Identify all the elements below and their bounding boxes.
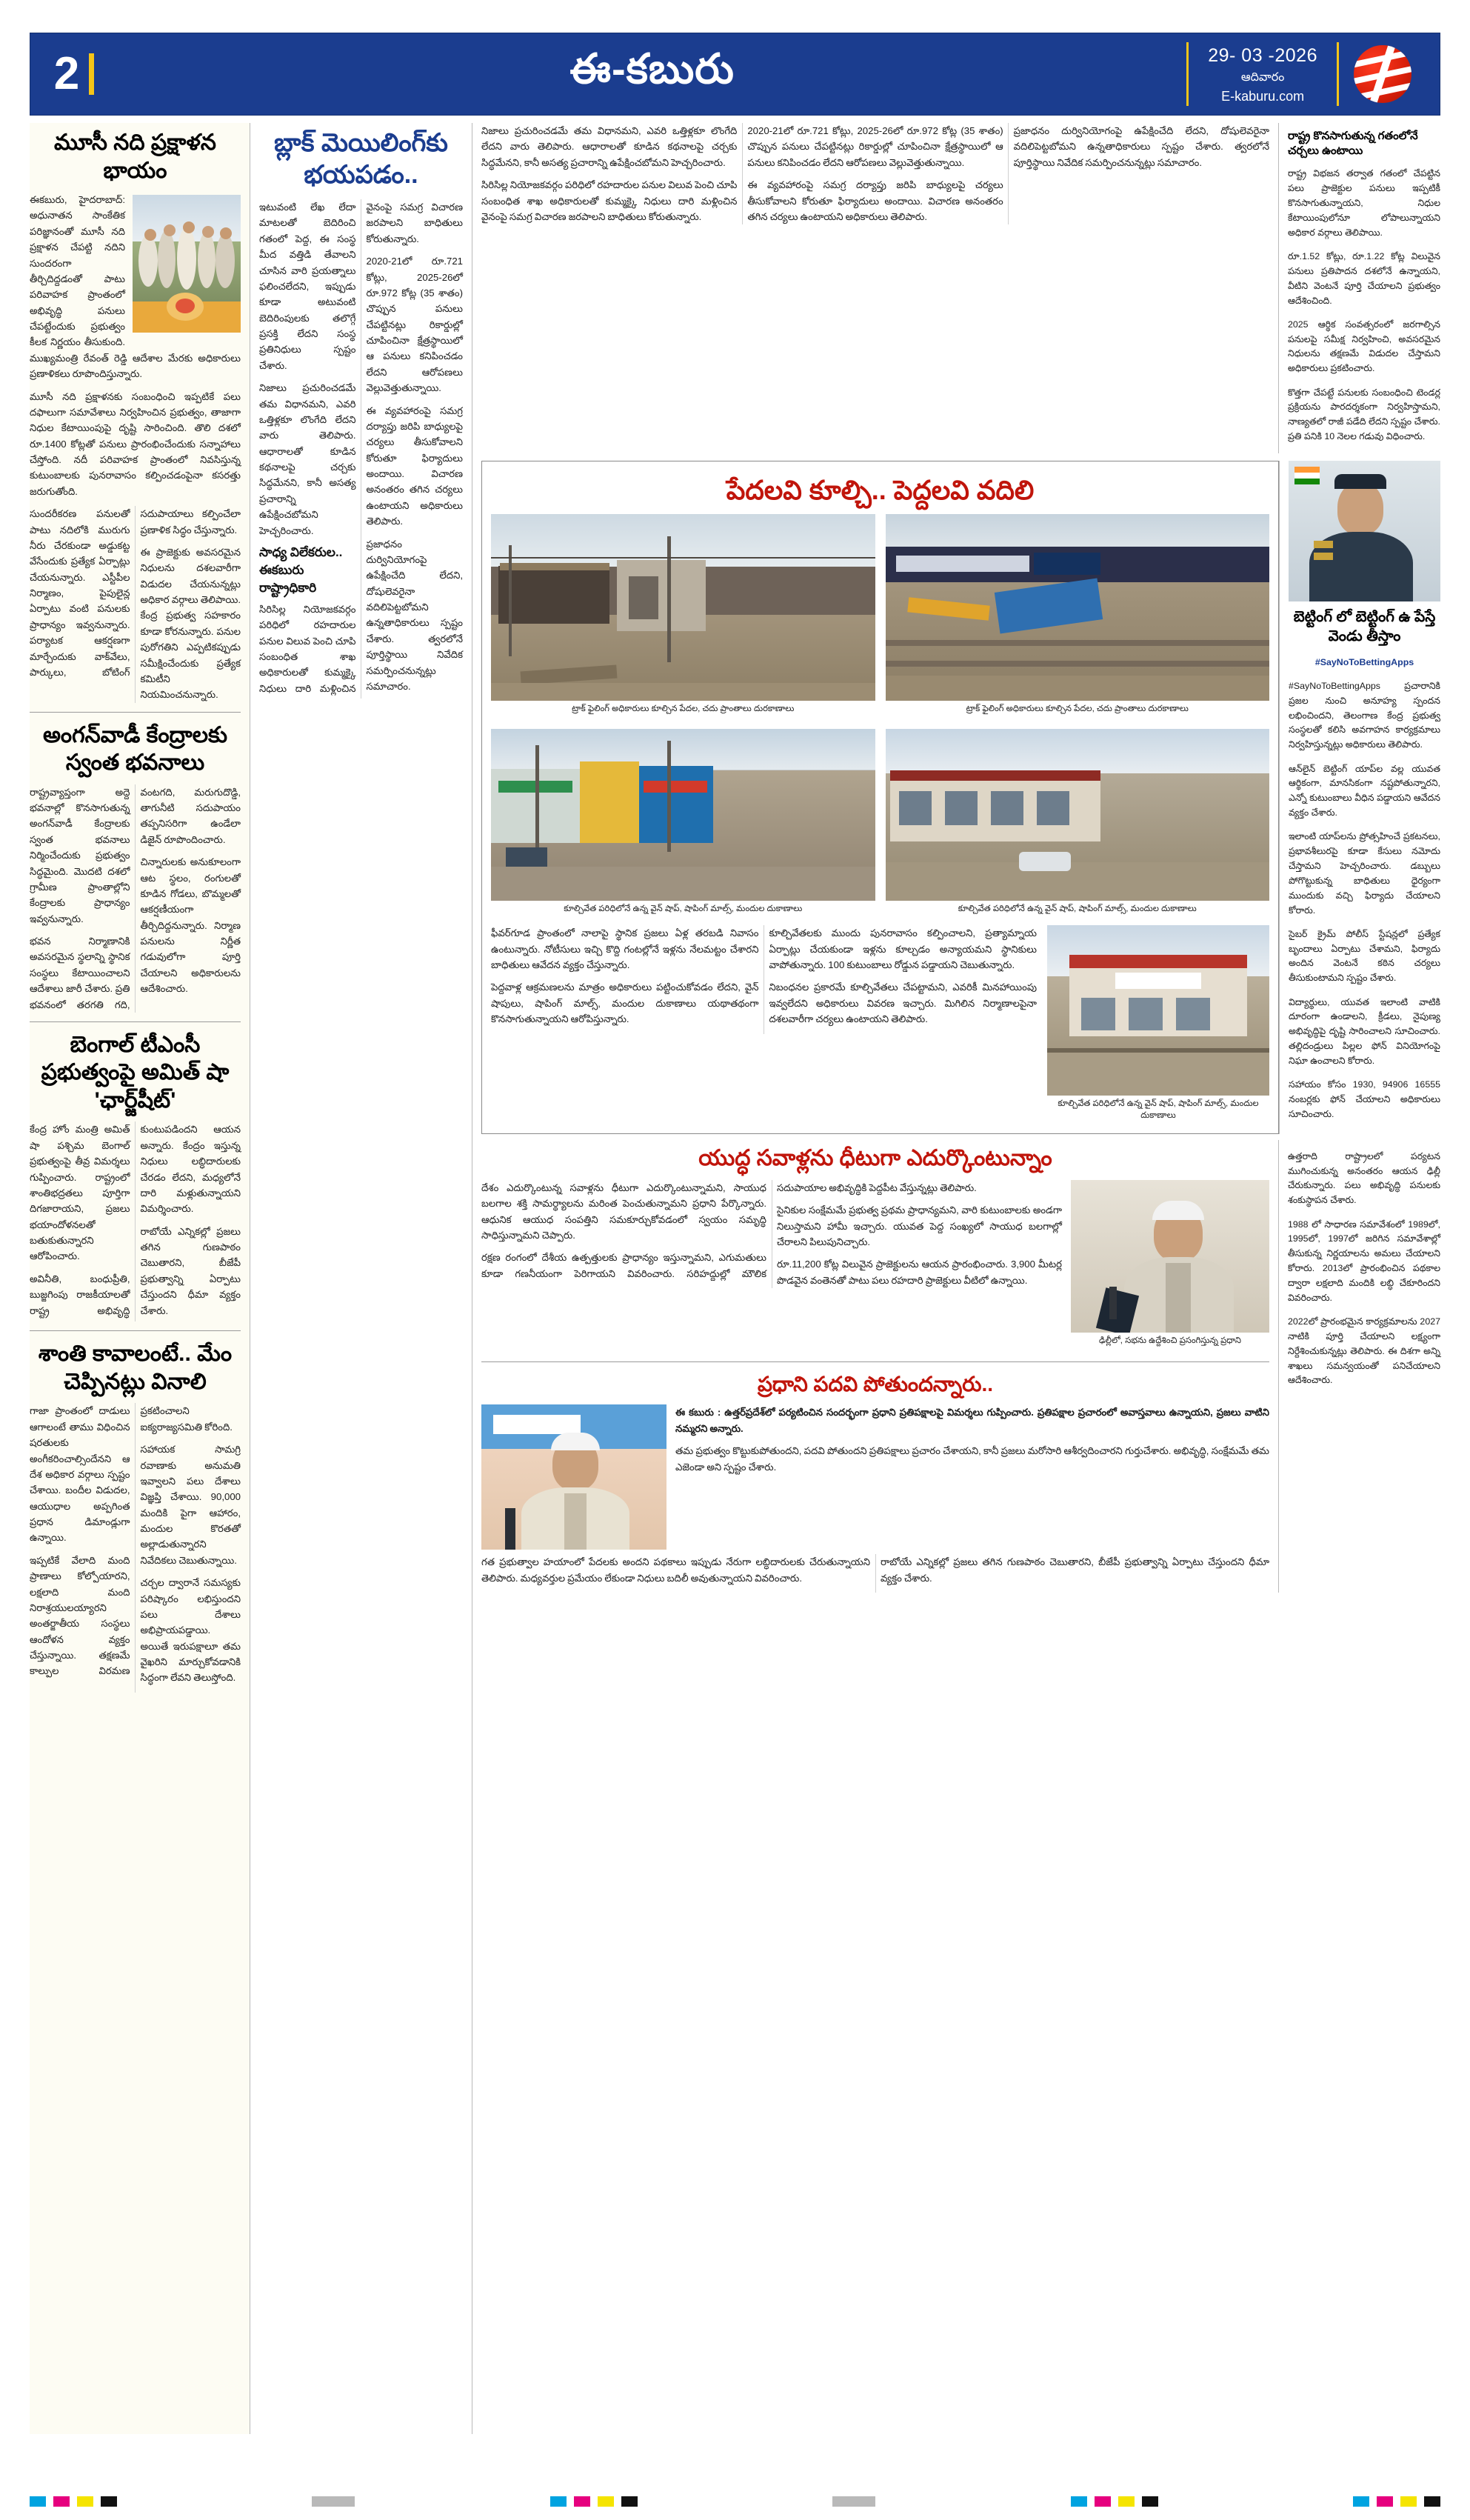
left-story2-headline: అంగన్‌వాడీ కేంద్రాలకు స్వంత భవనాలు [42, 722, 228, 776]
logo-wrap [1339, 45, 1426, 103]
masthead [30, 33, 1440, 116]
india-flag-icon [1294, 467, 1320, 484]
commercial-complex-photo-4 [886, 729, 1270, 901]
page-number-block [30, 33, 118, 115]
website-url: E-kaburu.com [1221, 88, 1305, 104]
right-bottom-para-0: ఉత్తరాది రాష్ట్రాలలో పర్యటన ముగించుకున్న అనంతరం ఆయన ఢిల్లీ చేరుకున్నారు. పలు అభివృద్ధి పనులకు శంకుస్థాపన చేశారు. [1288, 1150, 1440, 1206]
issue-day: ఆదివారం [1240, 71, 1285, 84]
color-swatch-gray-2 [832, 2496, 875, 2507]
color-swatch-magenta-3 [1095, 2496, 1111, 2507]
color-swatch-yellow-2 [598, 2496, 614, 2507]
feature-photo-2-wrap [886, 514, 1270, 721]
page-number-divider [89, 53, 94, 95]
globe-logo-icon [1354, 45, 1411, 103]
issue-date: 29- 03 -2026 [1208, 45, 1317, 67]
feature-photo-1-caption: ట్రాక్ ఫైలింగ్ అధికారులు కూల్చిన పేదల, చదు ప్రాంతాలు దురకాణాలు [572, 704, 795, 714]
color-swatch-yellow-3 [1118, 2496, 1135, 2507]
left-story4-para-2: సహాయక సామగ్రి రవాణాకు అనుమతి ఇవ్వాలని పలు దేశాలు విజ్ఞప్తి చేశాయి. 90,000 మందికి పైగా ఆహారం, మందుల కొరతతో అల్లాడుతున్నారని నివేదికలు చెబుతున్నాయి. [140, 1444, 241, 1566]
color-swatch-cyan-2 [550, 2496, 567, 2507]
date-block [1186, 42, 1339, 106]
bottom-story1-para-2: సైనికుల సంక్షేమమే ప్రభుత్వ ప్రథమ ప్రాధాన్యమని, వారి కుటుంబాలకు అండగా నిలుస్తామని హామీ ఇచ్చారు. యువత పెద్ద సంఖ్యలో సాయుధ బలగాల్లో చేరాలని పిలుపునిచ్చారు. [777, 1204, 1062, 1247]
color-swatch-magenta-1 [53, 2496, 70, 2507]
color-swatch-cyan-1 [30, 2496, 46, 2507]
right-bottom-para-1: 1988 లో సాధారణ సమావేశంలో 1989లో, 1995లో, 1997లో జరిగిన సమావేశాల్లో తీసుకున్న నిర్ణయాలను అమలు చేయాలని కోరారు. 2013లో ప్రారంభించిన పథకాల ద్వారా లక్షలాది మందికి లబ్ధి చేకూరిందని వివరించారు. [1288, 1219, 1440, 1303]
color-swatch-yellow-4 [1400, 2496, 1417, 2507]
left-story4-para-3: చర్చల ద్వారానే సమస్యకు పరిష్కారం లభిస్తుందని పలు దేశాలు అభిప్రాయపడ్డాయి. అయితే ఇరుపక్షాలూ తమ వైఖరిని మార్చుకోవడానికి సిద్ధంగా లేవని తెలుస్తోంది. [140, 1577, 241, 1684]
right-top-headline: రాష్ట్ర కొనసాగుతున్న గతంలోనే చర్చలు ఉంటాయి [1288, 130, 1418, 157]
mid-story1-para-3: 2020-21లో రూ.721 కోట్లు, 2025-26లో రూ.972 కోట్ల (35 శాతం) చొప్పున పనులు చేపట్టినట్లు రికార్డుల్లో చూపించినా క్షేత్రస్థాయిలో ఆ పనులు కనిపించడం లేదని ఆరోపణలు వెల్లువెత్తుతున్నాయి. [366, 256, 463, 394]
mid-spill-para-4: ప్రజాధనం దుర్వినియోగంపై ఉపేక్షించేది లేదని, దోషులెవరైనా వదిలిపెట్టబోమని ఉన్నతాధికారులు స్పష్టం చేశారు. త్వరలోనే పూర్తిస్థాయి నివేదిక సమర్పించనున్నట్లు సమాచారం. [1013, 125, 1269, 168]
musi-river-photo [133, 195, 241, 333]
bottom-section [481, 1140, 1440, 1593]
mid-spill-para-2: 2020-21లో రూ.721 కోట్లు, 2025-26లో రూ.972 కోట్ల (35 శాతం) చొప్పున పనులు చేపట్టినట్లు రికార్డుల్లో చూపించినా క్షేత్రస్థాయిలో ఆ పనులు కనిపించడం లేదని ఆరోపణలు వెల్లువెత్తుతున్నాయి. [747, 125, 1003, 168]
railway-container-photo-2 [886, 514, 1270, 701]
mid-spill-para-1: సిరిసిల్ల నియోజకవర్గం పరిధిలో రహదారుల పనుల విలువ పెంచి చూపి సంబంధిత శాఖ అధికారులతో కుమ్మక్కై నిధులు దారి మళ్లించిన వైనంపై సమగ్ర విచారణ జరపాలని బాధితులు కోరుతున్నారు. [481, 179, 738, 222]
rail-para-3: సైబర్ క్రైమ్ పోలీస్ స్టేషన్లలో ప్రత్యేక బృందాలు ఏర్పాటు చేశామని, ఫిర్యాదు అందిన వెంటనే కఠిన చర్యలు తీసుకుంటామని స్పష్టం చేశారు. [1289, 928, 1440, 984]
divider-bottom-1 [481, 1361, 1269, 1362]
left-story4-para-0: గాజా ప్రాంతంలో దాడులు ఆగాలంటే తాము విధించిన షరతులకు అంగీకరించాల్సిందేనని ఆ దేశ అధికార వర్గాలు స్పష్టం చేశాయి. బందీల విడుదల, ఆయుధాల అప్పగింత ప్రధాన డిమాండ్లుగా ఉన్నాయి. [30, 1405, 130, 1544]
right-area [472, 123, 1440, 2434]
color-swatch-black-3 [1142, 2496, 1158, 2507]
rail-para-2: ఇలాంటి యాప్‌లను ప్రోత్సహించే ప్రకటనలు, ప్రభావశీలురపై కూడా కేసులు నమోదు చేస్తామని హెచ్చరించారు. డబ్బులు పోగొట్టుకున్న బాధితులు ధైర్యంగా ముందుకు వచ్చి ఫిర్యాదు చేయాలని కోరారు. [1289, 831, 1440, 916]
mid-story1-para-0: ఇటువంటి లేఖ లేదా మాటలతో బెదిరించి గతంలో పెద్ద, ఈ సంస్థ మీద వత్తిడి తేవాలని చూసిన వారి ప్రయత్నాలు ఫలించలేదని, ఇప్పుడు కూడా అటువంటి బెదిరింపులకు తలొగ్గే ప్రసక్తి లేదని సంస్థ ప్రతినిధులు స్పష్టం చేశారు. [259, 201, 356, 371]
left-story2-para-2: చిన్నారులకు అనుకూలంగా ఆట స్థలం, రంగులతో కూడిన గోడలు, బొమ్మలతో ఆకర్షణీయంగా తీర్చిదిద్దనున్నారు. నిర్మాణ పనులను నిర్ణీత గడువులోగా పూర్తి చేయాలని అధికారులను ఆదేశించారు. [140, 856, 241, 995]
rail-hashtag: #SayNoToBettingApps [1314, 656, 1414, 667]
color-swatch-cyan-4 [1353, 2496, 1369, 2507]
right-top-para-3: కొత్తగా చేపట్టే పనులకు సంబంధించి టెండర్ల ప్రక్రియను పారదర్శకంగా నిర్వహిస్తామని, నాణ్యతలో రాజీ పడేది లేదని స్పష్టం చేశారు. ప్రతి పనికి 10 నెలల గడువు విధించారు. [1288, 387, 1440, 442]
divider-left-3 [30, 1330, 241, 1331]
color-swatch-magenta-4 [1377, 2496, 1393, 2507]
feature-photo-3-wrap [491, 729, 875, 921]
bottom-story2-para-0: తమ ప్రభుత్వం కొట్టుకుపోతుందని, పదవి పోతుందని ప్రతిపక్షాలు ప్రచారం చేశాయని, కానీ ప్రజలు మరోసారి ఆశీర్వదించారని గుర్తుచేశారు. అభివృద్ధి, సంక్షేమమే తమ ఎజెండా అని స్పష్టం చేశారు. [675, 1445, 1269, 1473]
right-top-para-2: 2025 ఆర్థిక సంవత్సరంలో జరగాల్సిన పనులపై సమీక్ష నిర్వహించి, అవసరమైన నిధులను తక్షణమే విడుదల చేస్తామని అధికారులు ప్రకటించారు. [1288, 319, 1440, 374]
divider-left-2 [30, 1021, 241, 1022]
bottom-story1-para-3: రూ.11,200 కోట్ల విలువైన ప్రాజెక్టులను ఆయన ప్రారంభించారు. 3,900 మీటర్ల పొడవైన వంతెనతో పాటు పలు రహదారి ప్రాజెక్టులు వీటిలో ఉన్నాయి. [777, 1259, 1062, 1286]
masthead-right [1186, 42, 1440, 106]
left-story2-para-1: భవన నిర్మాణానికి అవసరమైన స్థలాన్ని స్థానిక సంస్థలు కేటాయించాలని ఆదేశాలు జారీ చేశారు. ప్రతి భవనంలో తరగతి గది, వంటగది, మరుగుదొడ్డి, తాగునీటి సదుపాయం తప్పనిసరిగా ఉండేలా డిజైన్ రూపొందించారు. [30, 786, 241, 1010]
color-swatch-black-1 [101, 2496, 117, 2507]
south-india-mall-photo-5 [1047, 925, 1269, 1096]
mid-story1-headline: బ్లాక్ మెయిలింగ్‌కు భయపడం.. [274, 129, 448, 189]
roadside-shops-photo-3 [491, 729, 875, 901]
left-story1-para-2: సుందరీకరణ పనులతో పాటు నదిలోకి మురుగు నీరు చేరకుండా అడ్డుకట్ట వేసేందుకు ప్రత్యేక ఏర్పాట్లు చేయనున్నారు. ఎస్టీపీల నిర్మాణం, పైపులైన్ల ఏర్పాటు వంటి పనులకు ప్రాధాన్యం ఇవ్వనున్నారు. పర్యాటక ఆకర్షణగా మార్చేందుకు వాక్‌వేలు, పార్కులు, బోటింగ్ సదుపాయాలు కల్పించేలా ప్రణాళిక సిద్ధం చేస్తున్నారు. [30, 508, 241, 678]
color-swatch-gray-1 [312, 2496, 355, 2507]
left-story1-para-1: మూసీ నది ప్రక్షాళనకు సంబంధించి ఇప్పటికే పలు దఫాలుగా సమావేశాలు నిర్వహించిన ప్రభుత్వం, తాజాగా నిధుల కేటాయింపుపై దృష్టి సారించింది. తొలి దశలో రూ.1400 కోట్లతో పనులు ప్రారంభించేందుకు సన్నాహాలు చేస్తోంది. నదీ పరివాహక ప్రాంతంలో నివసిస్తున్న కుటుంబాలకు పునరావాసం కల్పించడంపైనా కసరత్తు జరుగుతోంది. [30, 390, 241, 497]
rail-headline: బెట్టింగ్ లో బెట్టింగ్ ఉ పేస్తే వెండు తీస్తాం [1293, 609, 1436, 645]
color-swatch-yellow-1 [77, 2496, 93, 2507]
feature-text-1: పెద్దవాళ్ల ఆక్రమణలను మాత్రం అధికారులు పట్టించుకోవడం లేదని, వైన్ షాపులు, షాపింగ్ మాల్స్, మందుల దుకాణాలు యథాతథంగా కొనసాగుతున్నాయని ఆరోపిస్తున్నారు. [491, 981, 759, 1025]
rail-para-0: #SayNoToBettingApps ప్రచారానికి ప్రజల నుంచి అనూహ్య స్పందన లభించిందని, తెలంగాణ కేంద్ర ప్రభుత్వ సంస్థలతో కలిసి అవగాహన కార్యక్రమాలు నిర్వహిస్తున్నట్లు అధికారులు తెలిపారు. [1289, 680, 1440, 750]
feature-photo-2-caption: ట్రాక్ ఫైలింగ్ అధికారులు కూల్చిన పేదల, చదు ప్రాంతాలు దురకాణాలు [966, 704, 1189, 714]
feature-text-2: కూల్చివేతలకు ముందు పునరావాసం కల్పించాలని, ప్రత్యామ్నాయ ఏర్పాట్లు చేయకుండా ఇళ్లను కూల్చడం అన్యాయమని స్థానికులు వాపోతున్నారు. 100 కుటుంబాలు రోడ్డున పడ్డాయని చెబుతున్నారు. [769, 927, 1037, 971]
mid-story1-para-4: ఈ వ్యవహారంపై సమగ్ర దర్యాప్తు జరిపి బాధ్యులపై చర్యలు తీసుకోవాలని కోరుతూ ఫిర్యాదులు అందాయి. విచారణ అనంతరం తగిన చర్యలు ఉంటాయని అధికారులు తెలిపారు. [366, 404, 463, 527]
mid-story1-dateline: సాధ్య విలేకరుల.. ఈకబురు రాష్ట్రాధికారి [259, 544, 343, 595]
bottom-story2-headline: ప్రధాని పదవి పోతుందన్నారు.. [757, 1373, 994, 1396]
mid-spill-para-3: ఈ వ్యవహారంపై సమగ్ర దర్యాప్తు జరిపి బాధ్యులపై చర్యలు తీసుకోవాలని కోరుతూ ఫిర్యాదులు అందాయి. విచారణ అనంతరం తగిన చర్యలు ఉంటాయని అధికారులు తెలిపారు. [747, 179, 1003, 222]
left-story2-para-0: రాష్ట్రవ్యాప్తంగా అద్దె భవనాల్లో కొనసాగుతున్న అంగన్‌వాడీ కేంద్రాలకు స్వంత భవనాలు నిర్మించేందుకు ప్రభుత్వం సిద్ధమైంది. మొదటి దశలో గ్రామీణ ప్రాంతాల్లోని కేంద్రాలకు ప్రాధాన్యం ఇవ్వనున్నారు. [30, 786, 130, 924]
left-story3-para-1: అవినీతి, బంధుప్రీతి, బుజ్జగింపు రాజకీయాలతో రాష్ట్ర అభివృద్ధి కుంటుపడిందని ఆయన అన్నారు. కేంద్రం ఇస్తున్న నిధులు లబ్ధిదారులకు చేరడం లేదని, మధ్యలోనే దారి మళ్లుతున్నాయని విమర్శించారు. [30, 1124, 241, 1316]
bottom-story2-lead: ఈ కబురు : ఉత్తర్‌ప్రదేశ్‌లో పర్యటించిన సందర్భంగా ప్రధాని ప్రతిపక్షాలపై విమర్శలు గుప్పించారు. ప్రతిపక్షాల ప్రచారంలో అవాస్తవాలు ఉన్నాయని, ప్రజలు వాటిని నమ్మరని అన్నారు. [675, 1407, 1269, 1434]
left-story4-para-1: ఇప్పటికే వేలాది మంది ప్రాణాలు కోల్పోయారని, లక్షలాది మంది నిరాశ్రయులయ్యారని అంతర్జాతీయ సంస్థలు ఆందోళన వ్యక్తం చేస్తున్నాయి. తక్షణమే కాల్పుల విరమణ ప్రకటించాలని ఐక్యరాజ్యసమితి కోరింది. [30, 1405, 233, 1677]
mid-spill-para-0: నిజాలు ప్రచురించడమే తమ విధానమని, ఎవరి ఒత్తిళ్లకూ లొంగేది లేదని వారు తెలిపారు. ఆధారాలతో కూడిన కథనాలపై చర్చకు సిద్ధమేనని, కానీ అసత్య ప్రచారాన్ని ఉపేక్షించబోమని హెచ్చరించారు. [481, 125, 738, 168]
feature-headline: పేదలవి కూల్చి.. పెద్దలవి వదిలి [726, 475, 1035, 506]
bottom-story2-para-1: గత ప్రభుత్వాల హయాంలో పేదలకు అందని పథకాలు ఇప్పుడు నేరుగా లబ్ధిదారులకు చేరుతున్నాయని తెలిపారు. మధ్యవర్తుల ప్రమేయం లేకుండా నిధులు బదిలీ అవుతున్నాయని వివరించారు. [481, 1556, 870, 1584]
feature-text-3: నిబంధనల ప్రకారమే కూల్చివేతలు చేపట్టామని, ఎవరికీ మినహాయింపు ఇవ్వలేదని అధికారులు వివరణ ఇచ్చారు. మిగిలిన నిర్మాణాలపైనా దశలవారీగా చర్యలు ఉంటాయని తెలిపారు. [769, 981, 1037, 1025]
slum-demolition-photo-1 [491, 514, 875, 701]
rail-para-4: విద్యార్థులు, యువత ఇలాంటి వాటికి దూరంగా ఉండాలని, క్రీడలు, నైపుణ్య అభివృద్ధిపై దృష్టి సారించాలని సూచించారు. తల్లిదండ్రులు పిల్లల ఫోన్ వినియోగంపై నిఘా ఉంచాలని కోరారు. [1289, 996, 1440, 1066]
mid-column [250, 123, 472, 2434]
left-story1-headline: మూసీ నది ప్రక్షాళన భాయం [54, 130, 216, 183]
mid-story1-para-2: సిరిసిల్ల నియోజకవర్గం పరిధిలో రహదారుల పనుల విలువ పెంచి చూపి సంబంధిత శాఖ అధికారులతో కుమ్మక్కై నిధులు దారి మళ్లించిన వైనంపై సమగ్ర విచారణ జరపాలని బాధితులు కోరుతున్నారు. [259, 201, 463, 694]
feature-photo-4-wrap [886, 729, 1270, 921]
left-story3-para-2: రాబోయే ఎన్నికల్లో ప్రజలు తగిన గుణపాఠం చెబుతారని, బీజేపీ ప్రభుత్వాన్ని ఏర్పాటు చేస్తుందని ధీమా వ్యక్తం చేశారు. [140, 1225, 241, 1316]
feature-text-0: ఫీవర్‌గూడ ప్రాంతంలో నాలాపై స్థానిక ప్రజలు ఏళ్ల తరబడి నివాసం ఉంటున్నారు. నోటీసులు ఇచ్చి కొద్ది గంటల్లోనే ఇళ్లను నేలమట్టం చేశారని బాధితులు ఆవేదన వ్యక్తం చేస్తున్నారు. [491, 927, 759, 971]
pm-portrait-photo [481, 1404, 666, 1550]
feature-photo-4-caption: కూల్చివేత పరిధిలోనే ఉన్న వైన్ షాప్, షాపింగ్ మాల్స్, మందుల దుకాణాలు [958, 904, 1197, 913]
color-swatch-black-4 [1424, 2496, 1440, 2507]
right-rail [1279, 461, 1440, 1134]
mid-story1-para-1: నిజాలు ప్రచురించడమే తమ విధానమని, ఎవరి ఒత్తిళ్లకూ లొంగేది లేదని వారు తెలిపారు. ఆధారాలతో కూడిన కథనాలపై చర్చకు సిద్ధమేనని, కానీ అసత్య ప్రచారాన్ని ఉపేక్షించబోమని హెచ్చరించారు. [259, 382, 356, 536]
left-story1-para-0: ఈకబురు, హైదరాబాద్: అధునాతన సాంకేతిక పరిజ్ఞానంతో మూసీ నది ప్రక్షాళన చేపట్టి నదిని సుందరంగా తీర్చిదిద్దడంతో పాటు పరివాహక ప్రాంతంలో అభివృద్ధి పనులు చేపట్టేందుకు ప్రభుత్వం కీలక నిర్ణయం తీసుకుంది. ముఖ్యమంత్రి రేవంత్ రెడ్డి ఆదేశాల మేరకు అధికారులు ప్రణాళికలు రూపొందిస్తున్నారు. [30, 194, 241, 380]
rail-para-5: సహాయం కోసం 1930, 94906 16555 నంబర్లకు ఫోన్ చేయాలని అధికారులు సూచించారు. [1289, 1079, 1440, 1119]
feature-story-box [481, 461, 1279, 1134]
feature-photo-1-wrap [491, 514, 875, 721]
feature-photo-grid [491, 514, 1269, 921]
rail-para-1: ఆన్‌లైన్ బెట్టింగ్ యాప్‌ల వల్ల యువత ఆర్థికంగా, మానసికంగా నష్టపోతున్నారని, ఎన్నో కుటుంబాలు వీధిన పడ్డాయని ఆవేదన వ్యక్తం చేశారు. [1289, 763, 1440, 819]
feature-photo-5-caption: కూల్చివేత పరిధిలోనే ఉన్న వైన్ షాప్, షాపింగ్ మాల్స్, మందుల దుకాణాలు [1058, 1099, 1259, 1120]
left-story3-headline: బెంగాల్ టీఎంసీ ప్రభుత్వంపై అమిత్ షా 'ఛార్జ్‌షీట్' [41, 1032, 230, 1113]
right-top-para-0: రాష్ట్ర విభజన తర్వాత గతంలో చేపట్టిన పలు ప్రాజెక్టుల పనులు ఇప్పటికీ కొనసాగుతున్నాయని, నిధుల కేటాయింపులోనూ లోపాలున్నాయని అధికార వర్గాలు తెలిపాయి. [1288, 168, 1440, 238]
left-story4-headline: శాంతి కావాలంటే.. మేం చెప్పినట్లు వినాలి [38, 1341, 233, 1394]
pm-speech-caption: ఢిల్లీలో, సభను ఉద్దేశించి ప్రసంగిస్తున్న ప్రధాని [1099, 1336, 1241, 1345]
left-column [30, 123, 250, 2434]
bottom-story1-headline: యుద్ధ సవాళ్లను ధీటుగా ఎదుర్కొంటున్నాం [698, 1146, 1052, 1171]
bottom-story1-para-0: దేశం ఎదుర్కొంటున్న సవాళ్లను ధీటుగా ఎదుర్కొంటున్నామని, సాయుధ బలగాల శక్తి సామర్థ్యాలను మరింత పెంచుతున్నామని ప్రధాని పేర్కొన్నారు. ఆధునిక ఆయుధ సంపత్తిని సమకూర్చుకోవడంలో స్వయం సమృద్ధి సాధిస్తున్నామని చెప్పారు. [481, 1181, 766, 1241]
page-content [30, 123, 1440, 2434]
left-story3-para-0: కేంద్ర హోం మంత్రి అమిత్ షా పశ్చిమ బెంగాల్ ప్రభుత్వంపై తీవ్ర విమర్శలు గుప్పించారు. రాష్ట్రంలో శాంతిభద్రతలు పూర్తిగా దిగజారాయని, ప్రజలు భయాందోళనలతో బతుకుతున్నారని ఆరోపించారు. [30, 1124, 130, 1262]
feature-photo-3-caption: కూల్చివేత పరిధిలోనే ఉన్న వైన్ షాప్, షాపింగ్ మాల్స్, మందుల దుకాణాలు [564, 904, 803, 913]
color-swatch-black-2 [621, 2496, 638, 2507]
color-registration-bars [30, 2496, 1440, 2507]
police-officer-portrait [1289, 461, 1440, 601]
right-top-para-1: రూ.1.52 కోట్లు, రూ.1.22 కోట్ల విలువైన పనులు ప్రతిపాదన దశలోనే ఉన్నాయని, వీటిని వెంటనే పూర్తి చేయాలని ప్రభుత్వం ఆదేశించింది. [1288, 251, 1440, 306]
color-swatch-cyan-3 [1071, 2496, 1087, 2507]
pm-speech-photo [1071, 1180, 1269, 1333]
left-story1-para-3: ఈ ప్రాజెక్టుకు అవసరమైన నిధులను దశలవారీగా విడుదల చేయనున్నట్లు అధికార వర్గాలు తెలిపాయి. కేంద్ర ప్రభుత్వ సహకారం కూడా కోరనున్నారు. పనుల పురోగతిని ఎప్పటికప్పుడు సమీక్షించేందుకు ప్రత్యేక కమిటీని నియమించనున్నారు. [140, 546, 241, 701]
bottom-story2-para-2: రాబోయే ఎన్నికల్లో ప్రజలు తగిన గుణపాఠం చెబుతారని, బీజేపీ ప్రభుత్వాన్ని ఏర్పాటు చేస్తుందని ధీమా వ్యక్తం చేశారు. [881, 1556, 1269, 1584]
publication-title: ఈ-కబురు [569, 45, 735, 92]
page-number: 2 [53, 48, 79, 99]
divider-left-1 [30, 712, 241, 713]
mid-story1-para-5: ప్రజాధనం దుర్వినియోగంపై ఉపేక్షించేది లేదని, దోషులెవరైనా వదిలిపెట్టబోమని ఉన్నతాధికారులు స్పష్టం చేశారు. త్వరలోనే పూర్తిస్థాయి నివేదిక సమర్పించనున్నట్లు సమాచారం. [366, 538, 463, 692]
right-bottom-para-2: 2022లో ప్రారంభమైన కార్యక్రమాలను 2027 నాటికి పూర్తి చేయాలని లక్ష్యంగా నిర్దేశించుకున్నట్లు తెలిపారు. ఈ దిశగా అన్ని శాఖలు సమన్వయంతో పనిచేయాలని ఆదేశించారు. [1288, 1316, 1440, 1386]
color-swatch-magenta-2 [574, 2496, 590, 2507]
bottom-story1-para-1: రక్షణ రంగంలో దేశీయ ఉత్పత్తులకు ప్రాధాన్యం ఇస్తున్నామని, ఎగుమతులు కూడా గణనీయంగా పెరిగాయని వివరించారు. సరిహద్దుల్లో మౌలిక సదుపాయాల అభివృద్ధికి పెద్దపీట వేస్తున్నట్లు తెలిపారు. [481, 1181, 977, 1279]
